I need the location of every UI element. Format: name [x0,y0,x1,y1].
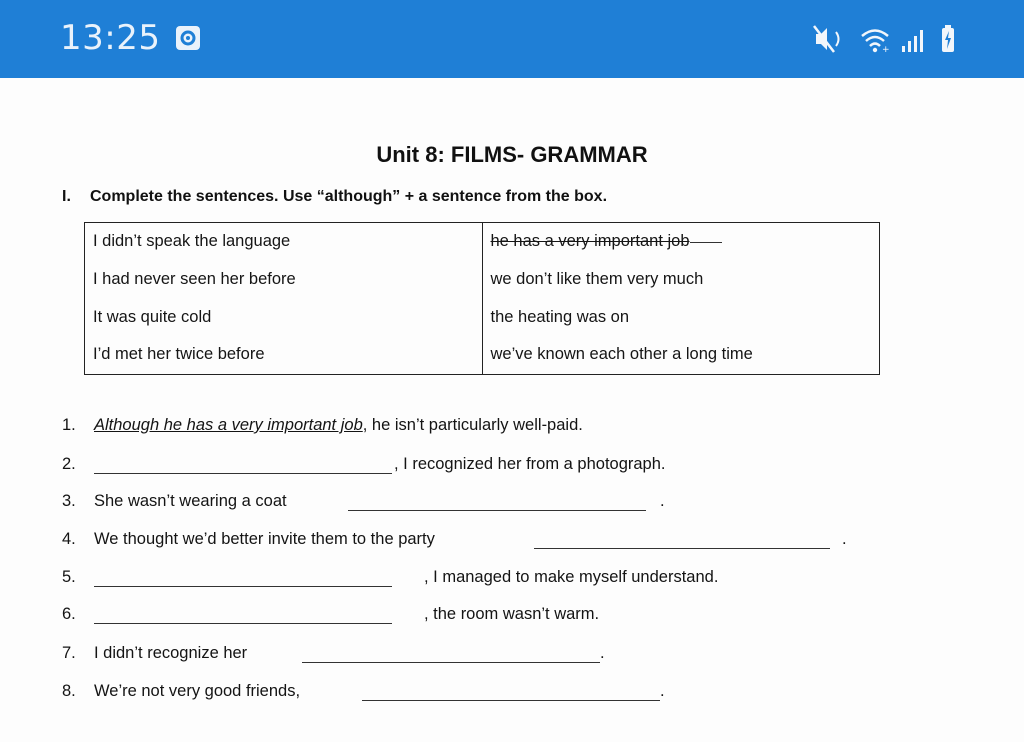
signal-icon [902,30,923,52]
exercise-number: 6. [62,605,76,623]
instruction-text: Complete the sentences. Use “although” + a sentence from the box. [90,188,608,205]
answer-blank[interactable] [534,548,830,549]
strike-line [690,242,722,243]
exercise-number: 8. [62,682,76,700]
box-cell-right: we don’t like them very much [482,261,880,299]
exercise-text: We’re not very good friends, [94,682,301,700]
status-bar [0,0,1024,78]
exercise-end: . [842,530,847,548]
wifi-icon [862,31,890,56]
box-cell-right: the heating was on [482,298,880,336]
exercise-end: . [660,492,665,510]
exercise-text: , he isn’t particularly well-paid. [362,416,583,434]
box-row [85,261,880,299]
answer-blank[interactable] [348,510,646,511]
svg-text:+: + [882,45,890,55]
section-number: I. [62,188,71,205]
exercise-number: 4. [62,530,76,548]
exercise-1 [62,416,583,435]
box-cell-left: I’d met her twice before [85,336,483,375]
answer-blank[interactable] [362,700,660,701]
answer-blank[interactable] [94,623,392,624]
exercise-text: , I managed to make myself understand. [424,568,719,586]
box-cell-right [482,223,880,261]
box-cell-left: It was quite cold [85,298,483,336]
box-cell-left: I had never seen her before [85,261,483,299]
exercise-8 [62,682,300,701]
exercise-text: We thought we’d better invite them to the party [94,530,435,548]
exercise-3 [62,492,287,511]
answer-blank[interactable] [94,473,392,474]
box-row [85,298,880,336]
exercise-number: 2. [62,455,76,473]
mute-icon [814,26,839,52]
exercise-number: 5. [62,568,76,586]
exercise-text: I didn’t recognize her [94,644,248,662]
exercise-end: . [660,682,665,700]
instruction [62,188,607,206]
example-answer: Although he has a very important job [94,416,363,434]
status-time: 13:25 [60,18,161,58]
exercise-7 [62,644,247,663]
exercise-2 [62,455,94,474]
box-cell-right: we’ve known each other a long time [482,336,880,375]
status-icons [812,22,972,56]
exercise-4 [62,530,435,549]
exercise-6 [62,605,94,624]
exercise-5 [62,568,94,587]
box-cell-struck: he has a very important job [490,232,690,251]
exercise-number: 1. [62,416,76,434]
answer-blank[interactable] [94,586,392,587]
exercise-end: . [600,644,605,662]
document-page [0,78,1024,742]
page-title: Unit 8: FILMS- GRAMMAR [376,142,648,167]
box-row [85,336,880,375]
box-row [85,223,880,261]
exercise-number: 7. [62,644,76,662]
exercise-text: , the room wasn’t warm. [424,605,600,623]
notification-icon [175,25,201,51]
answer-blank[interactable] [302,662,600,663]
exercise-text: She wasn’t wearing a coat [94,492,287,510]
battery-charging-icon [942,25,954,52]
exercise-text: , I recognized her from a photograph. [394,455,666,473]
box-cell-left: I didn’t speak the language [85,223,483,261]
sentence-box [84,222,880,375]
exercise-number: 3. [62,492,76,510]
